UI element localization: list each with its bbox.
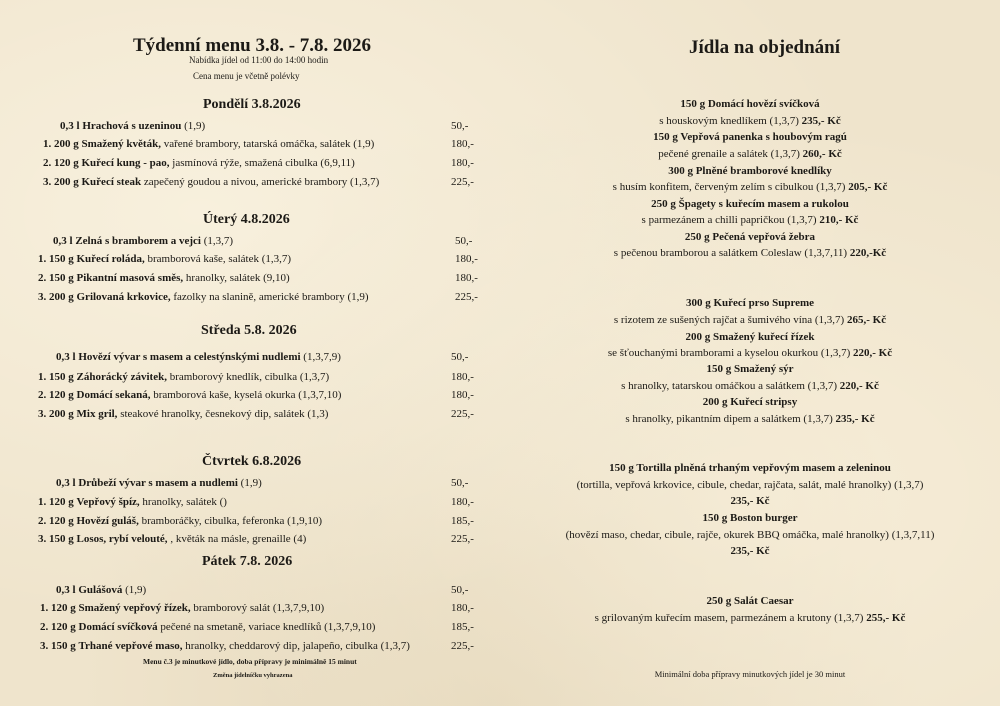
item-price: 180,-: [451, 389, 474, 401]
item-quantity: 150 g: [49, 253, 74, 265]
soup-note: Cena menu je včetně polévky: [193, 71, 300, 81]
dish-description: [560, 477, 940, 493]
item-allergens: (1,9): [353, 138, 375, 150]
soup-row: [56, 582, 491, 598]
dish-description: [560, 610, 940, 626]
item-allergens: (1,3,7): [203, 235, 234, 247]
item-allergens: (1,9): [347, 291, 369, 303]
item-name: Záhorácký závitek,: [76, 371, 167, 383]
dish-text: s rizotem ze sušených rajčat a šumivého vína (1,3,7): [613, 314, 845, 326]
menu-item-text: [43, 176, 379, 188]
item-allergens: (1,3,7): [380, 640, 410, 652]
item-quantity: 150 g: [49, 371, 74, 383]
dish-text: (tortilla, vepřová krkovice, cibule, chedar, rajčata, salát, malé hranolky) (1,3,7): [576, 479, 924, 491]
item-number: 1.: [38, 253, 47, 265]
item-description: vařené brambory, tatarská omáčka, salátek: [163, 138, 351, 150]
item-quantity: 0,3 l: [56, 584, 76, 596]
menu-item-row: [38, 289, 495, 305]
menu-item-text: [40, 602, 324, 614]
menu-item-row: [43, 155, 491, 171]
menu-item-text: [38, 389, 341, 401]
dish-description: [560, 411, 940, 427]
item-number: 2.: [43, 157, 52, 169]
menu-item-text: [40, 621, 375, 633]
menu-item-text: [56, 477, 262, 489]
item-description: zapečený goudou a nivou, americké brambory: [143, 176, 348, 188]
item-number: 3.: [38, 408, 47, 420]
item-description: hranolky, salátek: [185, 272, 261, 284]
item-number: 1.: [38, 496, 47, 508]
dish-text: s houskovým knedlíkem (1,3,7): [659, 115, 799, 127]
item-quantity: 120 g: [54, 157, 79, 169]
item-allergens: (1,9): [240, 477, 262, 489]
day-heading: Pátek 7.8. 2026: [202, 554, 293, 569]
menu-item-row: [38, 513, 491, 529]
item-allergens: (1,3,7): [299, 371, 330, 383]
item-price: 225,-: [451, 176, 474, 188]
item-price: 225,-: [451, 533, 474, 545]
dish-title: [560, 460, 940, 476]
item-allergens: (1,9,10): [287, 515, 322, 527]
item-price: 180,-: [455, 272, 478, 284]
dish-text: 250 g Pečená vepřová žebra: [684, 231, 816, 243]
dish-price: 235,- Kč: [835, 413, 875, 425]
dish-price: 220,- Kč: [839, 380, 879, 392]
item-name: Grilovaná krkovice,: [76, 291, 171, 303]
footnote: Menu č.3 je minutkové jídlo, doba přípravy je minimálně 15 minut: [143, 657, 357, 666]
dish-price: 255,- Kč: [866, 612, 906, 624]
item-allergens: (1,3,7,9,10): [324, 621, 376, 633]
item-price: 50,-: [451, 351, 469, 363]
dish-description: [560, 113, 940, 129]
item-name: Hrachová s uzeninou: [82, 120, 182, 132]
prep-time-note: Minimální doba přípravy minutkových jídel je 30 minut: [654, 669, 846, 679]
item-allergens: (1,3,7,9): [303, 351, 341, 363]
menu-item-row: [43, 174, 491, 190]
item-name: Domácí sekaná,: [76, 389, 151, 401]
dish-title: [560, 295, 940, 311]
item-description: hranolky, cheddarový dip, jalapeño, cibulka: [185, 640, 378, 652]
dish-text: 250 g Salát Caesar: [706, 595, 794, 607]
dish-text: se šťouchanými bramborami a kyselou okurkou (1,3,7): [607, 347, 851, 359]
item-number: 3.: [40, 640, 49, 652]
dish-description: [560, 179, 940, 195]
item-number: 2.: [38, 515, 47, 527]
menu-item-row: [40, 600, 491, 616]
dish-price: 265,- Kč: [846, 314, 887, 326]
item-price: 225,-: [455, 291, 478, 303]
item-description: fazolky na slanině, americké brambory: [173, 291, 345, 303]
soup-row: [53, 233, 495, 249]
dish-title: [560, 510, 940, 526]
item-number: 3.: [43, 176, 52, 188]
item-price: 185,-: [451, 515, 474, 527]
dish-price: 235,- Kč: [801, 115, 841, 127]
item-quantity: 150 g: [51, 640, 76, 652]
item-name: Smažený vepřový řízek,: [78, 602, 191, 614]
dish-text: 150 g Boston burger: [702, 512, 798, 524]
menu-item-text: [43, 138, 374, 150]
item-price: 50,-: [451, 120, 469, 132]
item-allergens: (1,3,7): [350, 176, 380, 188]
menu-item-row: [38, 251, 495, 267]
menu-item-row: [40, 619, 491, 635]
item-quantity: 200 g: [54, 176, 79, 188]
item-name: Losos, rybí velouté,: [76, 533, 168, 545]
item-quantity: 200 g: [49, 291, 74, 303]
item-price: 180,-: [451, 496, 474, 508]
menu-item-text: [38, 496, 227, 508]
dish-title: [560, 96, 940, 112]
menu-item-text: [56, 351, 341, 363]
item-description: jasmínová rýže, smažená cibulka: [172, 157, 318, 169]
dish-description: [560, 378, 940, 394]
dish-text: 150 g Tortilla plněná trhaným vepřovým masem a zeleninou: [609, 462, 891, 474]
item-quantity: 0,3 l: [56, 477, 76, 489]
day-heading: Pondělí 3.8.2026: [203, 97, 301, 112]
item-name: Trhané vepřové maso,: [78, 640, 183, 652]
item-price: 180,-: [451, 371, 474, 383]
dish-title: [560, 493, 940, 509]
menu-item-text: [43, 157, 355, 169]
serving-hours: Nabídka jídel od 11:00 do 14:00 hodin: [189, 55, 329, 65]
dish-price: 210,- Kč: [819, 214, 859, 226]
dish-text: 300 g Kuřecí prso Supreme: [685, 297, 815, 309]
menu-item-row: [38, 531, 491, 547]
item-quantity: 120 g: [51, 602, 76, 614]
menu-item-text: [53, 235, 233, 247]
item-number: 1.: [40, 602, 49, 614]
item-name: Hovězí vývar s masem a celestýnskými nudlemi: [78, 351, 301, 363]
dish-text: 300 g Plněné bramborové knedlíky: [668, 165, 832, 177]
item-name: Vepřový špíz,: [76, 496, 140, 508]
dish-description: [560, 527, 940, 543]
dish-price: 220,- Kč: [853, 347, 893, 359]
dish-text: 200 g Smažený kuřecí řízek: [685, 331, 815, 343]
dish-title: [560, 329, 940, 345]
menu-item-text: [38, 515, 322, 527]
item-description: steakové hranolky, česnekový dip, salátek: [120, 408, 305, 420]
item-quantity: 120 g: [49, 389, 74, 401]
dish-text: 200 g Kuřecí stripsy: [702, 396, 798, 408]
dish-text: s hranolky, pikantním dipem a salátkem (1,3,7): [625, 413, 833, 425]
menu-item-row: [40, 638, 491, 654]
item-name: Gulášová: [78, 584, 123, 596]
item-price: 180,-: [455, 253, 478, 265]
item-name: Kuřecí roláda,: [76, 253, 145, 265]
item-quantity: 120 g: [49, 496, 74, 508]
item-description: bramborový knedlík, cibulka: [169, 371, 298, 383]
item-price: 50,-: [451, 584, 469, 596]
item-price: 225,-: [451, 640, 474, 652]
dish-text: s grilovaným kuřecím masem, parmezánem a krutony (1,3,7): [594, 612, 864, 624]
item-number: 2.: [38, 389, 47, 401]
item-name: Pikantní masová směs,: [76, 272, 184, 284]
footnote-change: Změna jídelníčku vyhrazena: [213, 672, 293, 679]
dish-text: s pečenou bramborou a salátkem Coleslaw (1,3,7,11): [613, 247, 848, 259]
day-heading: Středa 5.8. 2026: [201, 323, 297, 338]
item-price: 50,-: [455, 235, 473, 247]
dish-description: [560, 345, 940, 361]
item-name: Zelná s bramborem a vejci: [75, 235, 201, 247]
dish-text: 235,- Kč: [730, 545, 770, 557]
item-allergens: (1,9): [125, 584, 147, 596]
dish-price: 205,- Kč: [848, 181, 888, 193]
item-name: Mix gril,: [76, 408, 118, 420]
item-description: , květák na másle, grenaille: [170, 533, 291, 545]
item-description: hranolky, salátek: [142, 496, 217, 508]
dish-title: [560, 229, 940, 245]
order-dishes-title: Jídla na objednání: [689, 37, 840, 58]
item-allergens: (1,9): [184, 120, 206, 132]
item-allergens: (4): [293, 533, 307, 545]
dish-title: [560, 543, 940, 559]
menu-item-text: [56, 584, 146, 596]
item-quantity: 0,3 l: [56, 351, 76, 363]
item-name: Drůbeží vývar s masem a nudlemi: [78, 477, 238, 489]
menu-item-text: [38, 272, 290, 284]
day-heading: Čtvrtek 6.8.2026: [202, 454, 302, 469]
item-description: bramboráčky, cibulka, feferonka: [141, 515, 285, 527]
dish-description: [560, 212, 940, 228]
item-name: Kuřecí kung - pao,: [81, 157, 170, 169]
menu-item-row: [38, 369, 491, 385]
item-quantity: 120 g: [49, 515, 74, 527]
item-number: 2.: [40, 621, 49, 633]
dish-text: s husím konfitem, červeným zelím s cibulkou (1,3,7): [612, 181, 846, 193]
soup-row: [56, 475, 491, 491]
item-number: 3.: [38, 533, 47, 545]
day-heading: Úterý 4.8.2026: [203, 212, 290, 227]
item-allergens: (1,3,7,10): [298, 389, 342, 401]
item-name: Smažený květák,: [81, 138, 161, 150]
dish-title: [560, 129, 940, 145]
item-price: 180,-: [451, 157, 474, 169]
weekly-menu-title: Týdenní menu 3.8. - 7.8. 2026: [133, 35, 372, 56]
dish-description: [560, 146, 940, 162]
dish-description: [560, 312, 940, 328]
menu-item-row: [38, 270, 495, 286]
dish-text: pečené grenaile a salátek (1,3,7): [658, 148, 800, 160]
menu-item-row: [38, 406, 491, 422]
dish-text: s hranolky, tatarskou omáčkou a salátkem (1,3,7): [621, 380, 837, 392]
item-name: Kuřecí steak: [81, 176, 142, 188]
item-allergens: (6,9,11): [320, 157, 355, 169]
item-number: 3.: [38, 291, 47, 303]
menu-item-text: [40, 640, 410, 652]
dish-text: s parmezánem a chilli papričkou (1,3,7): [641, 214, 817, 226]
item-quantity: 150 g: [49, 272, 74, 284]
item-description: bramborový salát: [193, 602, 271, 614]
soup-row: [60, 118, 491, 134]
menu-item-text: [38, 408, 328, 420]
item-allergens: (): [219, 496, 227, 508]
dish-title: [560, 196, 940, 212]
item-price: 180,-: [451, 602, 474, 614]
dish-text: 150 g Domácí hovězí svíčková: [680, 98, 820, 110]
item-quantity: 200 g: [49, 408, 74, 420]
item-description: bramborová kaše, kyselá okurka: [153, 389, 296, 401]
menu-item-text: [38, 533, 306, 545]
item-price: 185,-: [451, 621, 474, 633]
item-allergens: (1,3): [307, 408, 329, 420]
dish-title: [560, 361, 940, 377]
item-description: bramborová kaše, salátek: [147, 253, 259, 265]
menu-item-row: [43, 136, 491, 152]
menu-item-text: [60, 120, 205, 132]
dish-price: 260,- Kč: [802, 148, 842, 160]
item-quantity: 200 g: [54, 138, 79, 150]
item-number: 1.: [43, 138, 52, 150]
item-description: pečené na smetaně, variace knedlíků: [160, 621, 322, 633]
item-quantity: 120 g: [51, 621, 76, 633]
soup-row: [56, 349, 491, 365]
menu-item-text: [38, 371, 329, 383]
dish-title: [560, 394, 940, 410]
item-quantity: 0,3 l: [53, 235, 73, 247]
item-quantity: 150 g: [49, 533, 74, 545]
item-number: 1.: [38, 371, 47, 383]
dish-text: (hovězí maso, chedar, cibule, rajče, okurek BBQ omáčka, malé hranolky) (1,3,7,11): [565, 529, 935, 541]
menu-item-row: [38, 387, 491, 403]
item-allergens: (9,10): [263, 272, 290, 284]
item-allergens: (1,3,7,9,10): [272, 602, 325, 614]
item-price: 225,-: [451, 408, 474, 420]
menu-item-row: [38, 494, 491, 510]
menu-item-text: [38, 253, 291, 265]
dish-text: 150 g Smažený sýr: [706, 363, 794, 375]
menu-item-text: [38, 291, 369, 303]
dish-price: 220,-Kč: [849, 247, 887, 259]
item-price: 180,-: [451, 138, 474, 150]
item-name: Domácí svíčková: [78, 621, 158, 633]
dish-title: [560, 593, 940, 609]
dish-description: [560, 245, 940, 261]
item-allergens: (1,3,7): [261, 253, 292, 265]
item-number: 2.: [38, 272, 47, 284]
item-price: 50,-: [451, 477, 469, 489]
item-quantity: 0,3 l: [60, 120, 80, 132]
dish-text: 235,- Kč: [730, 495, 770, 507]
dish-text: 150 g Vepřová panenka s houbovým ragú: [653, 131, 847, 143]
dish-text: 250 g Špagety s kuřecím masem a rukolou: [651, 198, 849, 210]
item-name: Hovězí guláš,: [76, 515, 139, 527]
dish-title: [560, 163, 940, 179]
